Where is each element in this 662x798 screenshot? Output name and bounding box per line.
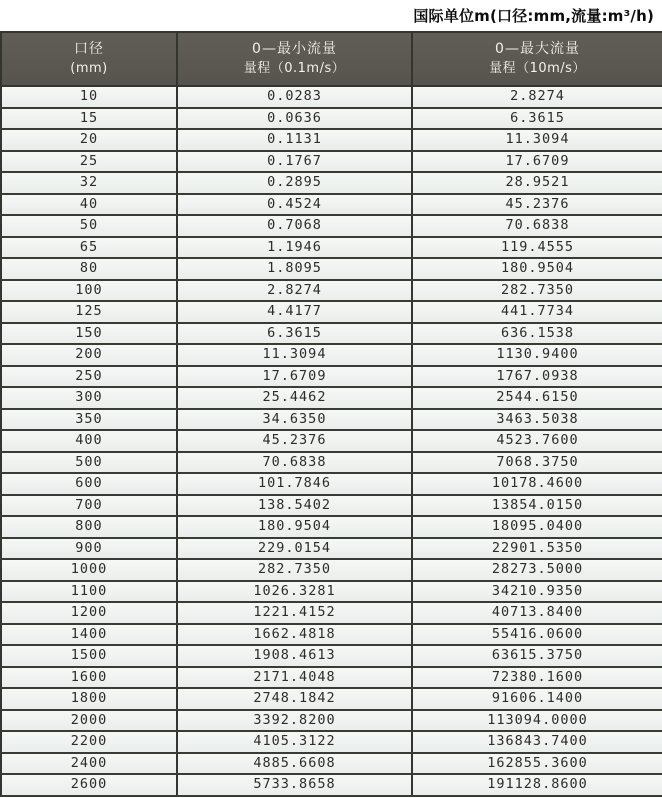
cell-min-flow: 3392.8200 xyxy=(177,710,412,732)
cell-diameter: 200 xyxy=(1,344,177,366)
cell-diameter: 80 xyxy=(1,258,177,280)
cell-diameter: 2600 xyxy=(1,774,177,796)
cell-diameter: 40 xyxy=(1,194,177,216)
cell-min-flow: 0.2895 xyxy=(177,172,412,194)
table-row xyxy=(1,280,662,302)
table-row xyxy=(1,237,662,259)
cell-min-flow: 282.7350 xyxy=(177,559,412,581)
col-header-max-flow xyxy=(412,32,662,86)
cell-max-flow: 113094.0000 xyxy=(412,710,662,732)
cell-max-flow: 7068.3750 xyxy=(412,452,662,474)
cell-diameter: 2400 xyxy=(1,753,177,775)
table-row xyxy=(1,430,662,452)
cell-max-flow: 136843.7400 xyxy=(412,731,662,753)
cell-min-flow: 4.4177 xyxy=(177,301,412,323)
table-row xyxy=(1,86,662,108)
cell-max-flow: 3463.5038 xyxy=(412,409,662,431)
cell-max-flow: 91606.1400 xyxy=(412,688,662,710)
table-row xyxy=(1,473,662,495)
cell-diameter: 25 xyxy=(1,151,177,173)
cell-min-flow: 229.0154 xyxy=(177,538,412,560)
cell-max-flow: 162855.3600 xyxy=(412,753,662,775)
cell-diameter: 700 xyxy=(1,495,177,517)
table-row xyxy=(1,731,662,753)
cell-diameter: 65 xyxy=(1,237,177,259)
cell-min-flow: 0.1131 xyxy=(177,129,412,151)
cell-max-flow: 11.3094 xyxy=(412,129,662,151)
cell-diameter: 1500 xyxy=(1,645,177,667)
cell-max-flow: 34210.9350 xyxy=(412,581,662,603)
cell-min-flow: 1908.4613 xyxy=(177,645,412,667)
col-header-diameter-line2: (mm) xyxy=(70,60,108,76)
table-row xyxy=(1,688,662,710)
cell-max-flow: 4523.7600 xyxy=(412,430,662,452)
table-row xyxy=(1,559,662,581)
table-row xyxy=(1,452,662,474)
table-row xyxy=(1,774,662,796)
col-header-diameter xyxy=(1,32,177,86)
table-row xyxy=(1,667,662,689)
cell-diameter: 900 xyxy=(1,538,177,560)
cell-diameter: 2200 xyxy=(1,731,177,753)
table-row xyxy=(1,495,662,517)
cell-max-flow: 2.8274 xyxy=(412,86,662,108)
cell-max-flow: 28.9521 xyxy=(412,172,662,194)
cell-diameter: 100 xyxy=(1,280,177,302)
table-row xyxy=(1,409,662,431)
cell-diameter: 1400 xyxy=(1,624,177,646)
table-row xyxy=(1,624,662,646)
col-header-max-flow-line1: 0—最大流量 xyxy=(495,41,580,58)
table-row xyxy=(1,151,662,173)
table-row xyxy=(1,581,662,603)
cell-min-flow: 2171.4048 xyxy=(177,667,412,689)
cell-diameter: 32 xyxy=(1,172,177,194)
cell-min-flow: 180.9504 xyxy=(177,516,412,538)
cell-diameter: 1600 xyxy=(1,667,177,689)
cell-max-flow: 2544.6150 xyxy=(412,387,662,409)
cell-max-flow: 45.2376 xyxy=(412,194,662,216)
cell-min-flow: 1.1946 xyxy=(177,237,412,259)
cell-min-flow: 45.2376 xyxy=(177,430,412,452)
cell-max-flow: 6.3615 xyxy=(412,108,662,130)
cell-max-flow: 72380.1600 xyxy=(412,667,662,689)
table-row xyxy=(1,645,662,667)
col-header-min-flow-line1: 0—最小流量 xyxy=(252,41,337,58)
cell-diameter: 600 xyxy=(1,473,177,495)
cell-max-flow: 70.6838 xyxy=(412,215,662,237)
cell-max-flow: 180.9504 xyxy=(412,258,662,280)
cell-diameter: 500 xyxy=(1,452,177,474)
table-row xyxy=(1,323,662,345)
cell-min-flow: 101.7846 xyxy=(177,473,412,495)
cell-min-flow: 2.8274 xyxy=(177,280,412,302)
cell-diameter: 300 xyxy=(1,387,177,409)
cell-min-flow: 1026.3281 xyxy=(177,581,412,603)
table-row xyxy=(1,366,662,388)
cell-diameter: 250 xyxy=(1,366,177,388)
cell-max-flow: 10178.4600 xyxy=(412,473,662,495)
cell-max-flow: 119.4555 xyxy=(412,237,662,259)
title-bar xyxy=(0,0,662,31)
cell-min-flow: 0.0283 xyxy=(177,86,412,108)
cell-max-flow: 18095.0400 xyxy=(412,516,662,538)
cell-diameter: 350 xyxy=(1,409,177,431)
cell-min-flow: 25.4462 xyxy=(177,387,412,409)
cell-diameter: 2000 xyxy=(1,710,177,732)
table-row xyxy=(1,516,662,538)
col-header-min-flow-line2: 量程（0.1m/s） xyxy=(243,60,346,76)
cell-min-flow: 34.6350 xyxy=(177,409,412,431)
cell-diameter: 125 xyxy=(1,301,177,323)
cell-diameter: 1800 xyxy=(1,688,177,710)
table-row xyxy=(1,538,662,560)
cell-min-flow: 1221.4152 xyxy=(177,602,412,624)
table-row xyxy=(1,258,662,280)
cell-max-flow: 22901.5350 xyxy=(412,538,662,560)
header-row xyxy=(1,32,662,86)
cell-diameter: 15 xyxy=(1,108,177,130)
cell-diameter: 1100 xyxy=(1,581,177,603)
col-header-diameter-line1: 口径 xyxy=(74,41,104,58)
table-body xyxy=(1,86,662,796)
cell-min-flow: 0.7068 xyxy=(177,215,412,237)
cell-max-flow: 13854.0150 xyxy=(412,495,662,517)
flow-range-table xyxy=(0,31,662,797)
cell-max-flow: 282.7350 xyxy=(412,280,662,302)
col-header-max-flow-line2: 量程（10m/s） xyxy=(489,60,586,76)
cell-min-flow: 4885.6608 xyxy=(177,753,412,775)
col-header-min-flow xyxy=(177,32,412,86)
cell-min-flow: 2748.1842 xyxy=(177,688,412,710)
cell-min-flow: 70.6838 xyxy=(177,452,412,474)
cell-diameter: 400 xyxy=(1,430,177,452)
cell-max-flow: 17.6709 xyxy=(412,151,662,173)
table-row xyxy=(1,172,662,194)
cell-min-flow: 11.3094 xyxy=(177,344,412,366)
cell-max-flow: 63615.3750 xyxy=(412,645,662,667)
table-row xyxy=(1,602,662,624)
cell-min-flow: 0.0636 xyxy=(177,108,412,130)
cell-max-flow: 441.7734 xyxy=(412,301,662,323)
table-row xyxy=(1,301,662,323)
cell-min-flow: 1662.4818 xyxy=(177,624,412,646)
cell-min-flow: 1.8095 xyxy=(177,258,412,280)
table-row xyxy=(1,344,662,366)
cell-diameter: 800 xyxy=(1,516,177,538)
table-row xyxy=(1,753,662,775)
cell-min-flow: 5733.8658 xyxy=(177,774,412,796)
table-row xyxy=(1,194,662,216)
cell-min-flow: 0.4524 xyxy=(177,194,412,216)
cell-diameter: 1000 xyxy=(1,559,177,581)
cell-diameter: 1200 xyxy=(1,602,177,624)
cell-max-flow: 55416.0600 xyxy=(412,624,662,646)
cell-max-flow: 191128.8600 xyxy=(412,774,662,796)
table-row xyxy=(1,387,662,409)
cell-min-flow: 0.1767 xyxy=(177,151,412,173)
cell-max-flow: 1767.0938 xyxy=(412,366,662,388)
table-row xyxy=(1,215,662,237)
cell-diameter: 50 xyxy=(1,215,177,237)
cell-min-flow: 17.6709 xyxy=(177,366,412,388)
cell-diameter: 10 xyxy=(1,86,177,108)
cell-diameter: 20 xyxy=(1,129,177,151)
cell-max-flow: 40713.8400 xyxy=(412,602,662,624)
cell-max-flow: 1130.9400 xyxy=(412,344,662,366)
table-row xyxy=(1,108,662,130)
cell-min-flow: 6.3615 xyxy=(177,323,412,345)
cell-max-flow: 636.1538 xyxy=(412,323,662,345)
table-row xyxy=(1,129,662,151)
unit-note: 国际单位m(口径:mm,流量:m³/h) xyxy=(413,7,654,25)
cell-diameter: 150 xyxy=(1,323,177,345)
cell-min-flow: 138.5402 xyxy=(177,495,412,517)
table-row xyxy=(1,710,662,732)
cell-max-flow: 28273.5000 xyxy=(412,559,662,581)
cell-min-flow: 4105.3122 xyxy=(177,731,412,753)
